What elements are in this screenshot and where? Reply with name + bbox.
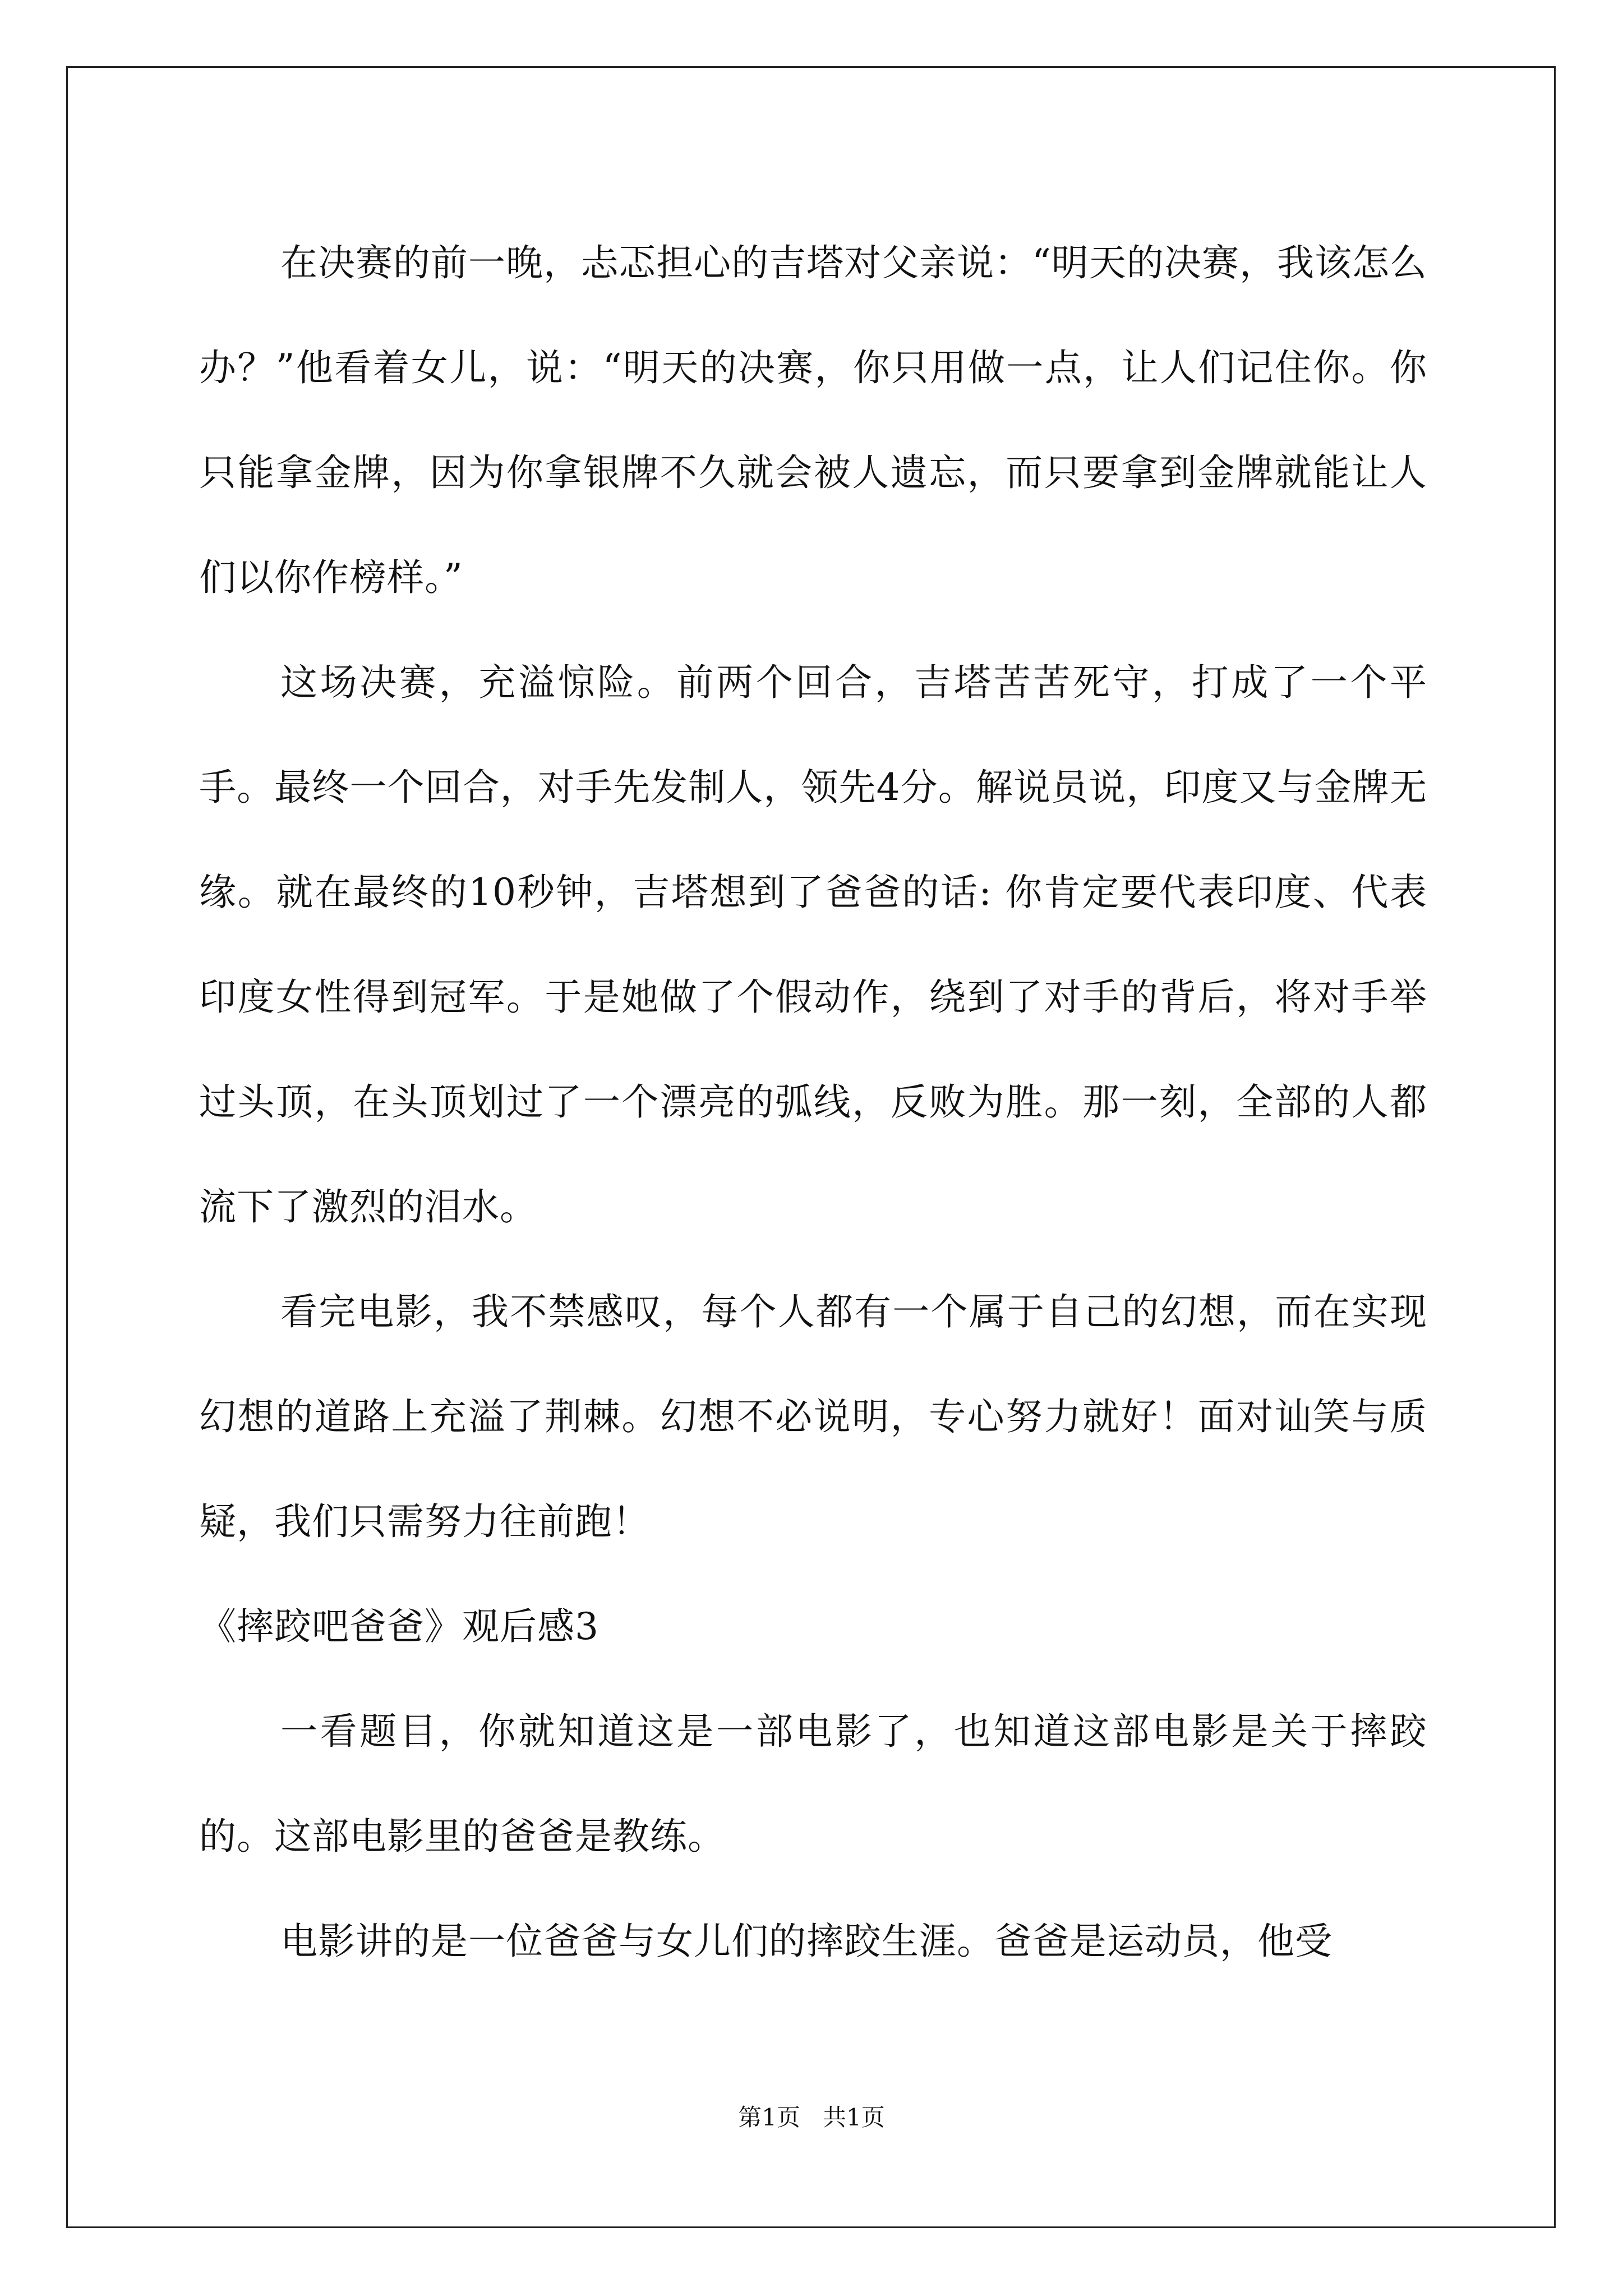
paragraph-final-match: 这场决赛，充溢惊险。前两个回合，吉塔苦苦死守，打成了一个平手。最终一个回合，对手先发制人，领先4分。解说员说，印度又与金牌无缘。就在最终的10秒钟，吉塔想到了爸爸的话: 你肯定要代表印度、代表印度女性得到冠军。于是她做了个假动作，绕到了对手的背后，将对手举过头顶，在头顶划过了一个漂亮的弧线，反败为胜。那一刻，全部的人都流下了激烈的泪水。 xyxy=(199,661,1427,1228)
section-heading: 《摔跤吧爸爸》观后感3 xyxy=(199,1605,599,1648)
page-number: 第1页 xyxy=(738,2104,800,2131)
paragraph-intro: 一看题目，你就知道这是一部电影了，也知道这部电影是关于摔跤的。这部电影里的爸爸是教练。 xyxy=(199,1710,1427,1858)
page-footer xyxy=(0,2101,1623,2134)
paragraph-story: 电影讲的是一位爸爸与女儿们的摔跤生涯。爸爸是运动员，他受 xyxy=(280,1920,1332,1963)
page-total: 共1页 xyxy=(823,2104,885,2131)
document-body xyxy=(199,210,1427,1994)
paragraph-reflection: 看完电影，我不禁感叹，每个人都有一个属于自己的幻想，而在实现幻想的道路上充溢了荆棘。幻想不必说明，专心努力就好！面对讪笑与质疑，我们只需努力往前跑！ xyxy=(199,1290,1427,1543)
paragraph-final-eve: 在决赛的前一晚，忐忑担心的吉塔对父亲说：“明天的决赛，我该怎么办？”他看着女儿，说：“明天的决赛，你只用做一点，让人们记住你。你只能拿金牌，因为你拿银牌不久就会被人遗忘，而只要拿到金牌就能让人们以你作榜样。” xyxy=(199,241,1427,599)
